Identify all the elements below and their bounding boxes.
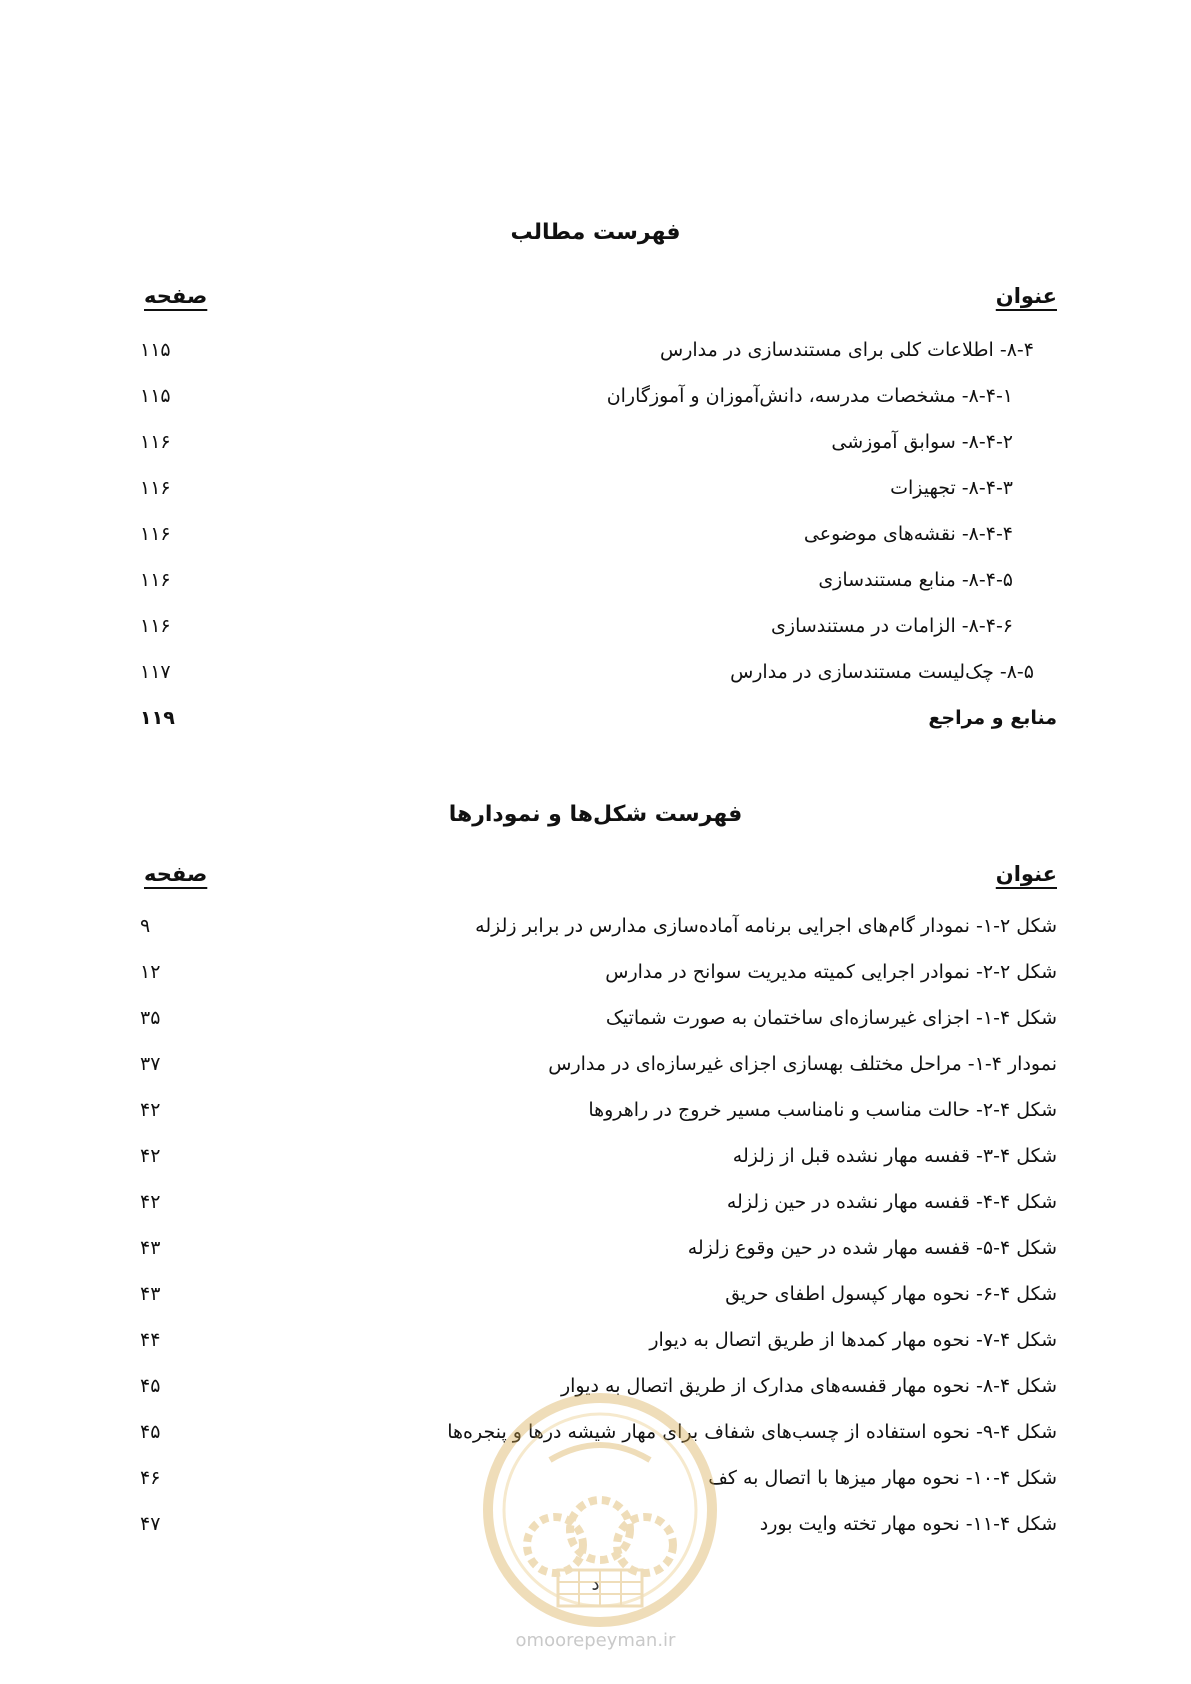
figure-entry[interactable] xyxy=(0,998,1191,1038)
figure-entry[interactable] xyxy=(0,952,1191,992)
toc-entry-title: ۸-۴-۱- مشخصات مدرسه، دانش‌آموزان و آموزگاران xyxy=(606,385,1013,407)
figure-entry-title: شکل ۴-۳- قفسه مهار نشده قبل از زلزله xyxy=(732,1145,1057,1167)
figure-entry-title: شکل ۴-۶- نحوه مهار کپسول اطفای حریق xyxy=(725,1283,1057,1305)
toc-col-title: عنوان xyxy=(995,284,1057,308)
figure-entry-page: ۴۵ xyxy=(140,1375,161,1397)
figure-entry-title: شکل ۴-۷- نحوه مهار کمدها از طریق اتصال به دیوار xyxy=(649,1329,1057,1351)
toc-entry-title: ۸-۴-۳- تجهیزات xyxy=(890,477,1013,499)
figure-entry-page: ۴۲ xyxy=(140,1099,161,1121)
toc-entry-page: ۱۱۷ xyxy=(140,661,171,683)
toc-title: فهرست مطالب xyxy=(510,220,681,245)
toc-entry-page: ۱۱۶ xyxy=(140,615,171,637)
figure-entry-title: شکل ۲-۱- نمودار گام‌های اجرایی برنامه آماده‌سازی مدارس در برابر زلزله xyxy=(475,915,1057,937)
toc-entry[interactable] xyxy=(0,468,1191,508)
toc-entry[interactable] xyxy=(0,560,1191,600)
figure-entry-page: ۴۴ xyxy=(140,1329,161,1351)
figure-entry-title: شکل ۴-۴- قفسه مهار نشده در حین زلزله xyxy=(726,1191,1057,1213)
toc-entry[interactable] xyxy=(0,422,1191,462)
website-watermark: omoorepeyman.ir xyxy=(515,1630,676,1651)
figure-entry-page: ۹ xyxy=(140,915,151,937)
figure-entry-page: ۴۳ xyxy=(140,1237,161,1259)
figure-entry-page: ۴۲ xyxy=(140,1191,161,1213)
figure-entry-page: ۴۵ xyxy=(140,1421,161,1443)
figure-entry[interactable] xyxy=(0,1090,1191,1130)
figure-entry[interactable] xyxy=(0,1274,1191,1314)
toc-entry[interactable] xyxy=(0,330,1191,370)
toc-entry-title: ۸-۴-۴- نقشه‌های موضوعی xyxy=(803,523,1013,545)
toc-entry[interactable] xyxy=(0,376,1191,416)
figure-entry[interactable] xyxy=(0,1228,1191,1268)
figure-entry[interactable] xyxy=(0,1044,1191,1084)
figure-entry-title: شکل ۴-۹- نحوه استفاده از چسب‌های شفاف برای مهار شیشه درها و پنجره‌ها xyxy=(447,1421,1057,1443)
page-number: د xyxy=(591,1574,600,1595)
figure-entry-title: شکل ۲-۲- نموادر اجرایی کمیته مدیریت سوانح در مدارس xyxy=(605,961,1057,983)
toc-entry[interactable] xyxy=(0,514,1191,554)
toc-entry-title: ۸-۵- چک‌لیست مستندسازی در مدارس xyxy=(730,661,1034,683)
toc-entry-page: ۱۱۵ xyxy=(140,339,171,361)
toc-entry-page: ۱۱۶ xyxy=(140,569,171,591)
toc-entry-title: منابع و مراجع xyxy=(928,707,1057,729)
figure-entry-page: ۴۷ xyxy=(140,1513,161,1535)
toc-entry-title: ۸-۴-۵- منابع مستندسازی xyxy=(818,569,1013,591)
figure-entry-title: شکل ۴-۸- نحوه مهار قفسه‌های مدارک از طریق اتصال به دیوار xyxy=(560,1375,1057,1397)
figures-col-page: صفحه xyxy=(144,862,208,886)
figure-entry-page: ۴۳ xyxy=(140,1283,161,1305)
toc-entry-page: ۱۱۶ xyxy=(140,431,171,453)
figure-entry-title: شکل ۴-۵- قفسه مهار شده در حین وقوع زلزله xyxy=(687,1237,1057,1259)
toc-entry-page: ۱۱۹ xyxy=(140,707,175,729)
figure-entry-title: شکل ۴-۱۱- نحوه مهار تخته وایت بورد xyxy=(759,1513,1057,1535)
toc-entry-title: ۸-۴-۲- سوابق آموزشی xyxy=(831,431,1013,453)
figure-entry-page: ۴۲ xyxy=(140,1145,161,1167)
figure-entry[interactable] xyxy=(0,1136,1191,1176)
toc-entry-page: ۱۱۶ xyxy=(140,477,171,499)
figure-entry-title: شکل ۴-۱۰- نحوه مهار میزها با اتصال به کف xyxy=(708,1467,1057,1489)
toc-entry-title: ۸-۴- اطلاعات کلی برای مستندسازی در مدارس xyxy=(660,339,1034,361)
toc-col-page: صفحه xyxy=(144,284,208,308)
figure-entry-title: نمودار ۴-۱- مراحل مختلف بهسازی اجزای غیرسازه‌ای در مدارس xyxy=(548,1053,1057,1075)
figure-entry[interactable] xyxy=(0,1182,1191,1222)
toc-entry-page: ۱۱۶ xyxy=(140,523,171,545)
toc-entry-title: ۸-۴-۶- الزامات در مستندسازی xyxy=(771,615,1013,637)
figures-col-title: عنوان xyxy=(995,862,1057,886)
figure-entry[interactable] xyxy=(0,906,1191,946)
figure-entry-title: شکل ۴-۱- اجزای غیرسازه‌ای ساختمان به صورت شماتیک xyxy=(605,1007,1057,1029)
figure-entry-page: ۱۲ xyxy=(140,961,161,983)
toc-entry[interactable] xyxy=(0,652,1191,692)
figure-entry-title: شکل ۴-۲- حالت مناسب و نامناسب مسیر خروج در راهروها xyxy=(588,1099,1057,1121)
figures-title: فهرست شکل‌ها و نمودارها xyxy=(448,802,743,827)
toc-entry[interactable] xyxy=(0,698,1191,738)
figure-entry-page: ۳۷ xyxy=(140,1053,161,1075)
figure-entry-page: ۴۶ xyxy=(140,1467,161,1489)
toc-entry-page: ۱۱۵ xyxy=(140,385,171,407)
figure-entry-page: ۳۵ xyxy=(140,1007,161,1029)
figure-entry[interactable] xyxy=(0,1320,1191,1360)
toc-entry[interactable] xyxy=(0,606,1191,646)
